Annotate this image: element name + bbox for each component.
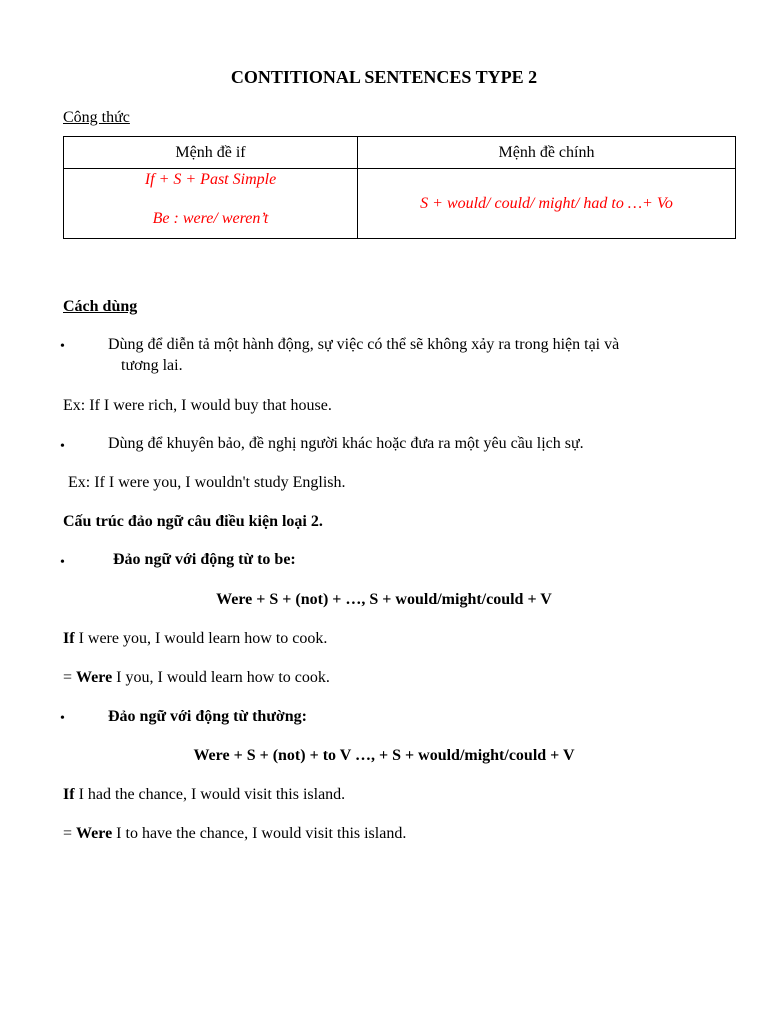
- inversion-be-subheading: Đảo ngữ với động từ to be:: [113, 551, 296, 568]
- example-keyword: Were: [76, 825, 113, 842]
- if-clause-header: Mệnh đề if: [64, 137, 358, 169]
- example-keyword: If: [63, 630, 75, 647]
- usage-item-1-line2: tương lai.: [121, 357, 183, 374]
- example-text: I you, I would learn how to cook.: [112, 669, 330, 686]
- usage-item-1-example: Ex: If I were rich, I would buy that house.: [63, 397, 332, 414]
- example-text: I to have the chance, I would visit this island.: [112, 825, 407, 842]
- bullet-icon: •: [60, 555, 65, 570]
- main-clause-cell: [358, 169, 736, 239]
- bullet-icon: •: [60, 711, 65, 726]
- example-text: I were you, I would learn how to cook.: [74, 630, 328, 647]
- example-prefix: =: [63, 669, 77, 686]
- inversion-verb-formula: Were + S + (not) + to V …, + S + would/might/could + V: [193, 747, 575, 764]
- formula-heading: Công thức: [63, 109, 130, 126]
- if-clause-formula: If + S + Past Simple: [144, 171, 277, 188]
- inversion-verb-subheading: Đảo ngữ với động từ thường:: [108, 708, 307, 725]
- page-title: CONTITIONAL SENTENCES TYPE 2: [230, 67, 538, 87]
- inversion-verb-example-inverted: [63, 824, 406, 844]
- inversion-verb-example-original: [63, 785, 345, 805]
- main-clause-formula: S + would/ could/ might/ had to …+ Vo: [420, 194, 673, 212]
- example-text: I had the chance, I would visit this island.: [74, 786, 346, 803]
- bullet-icon: •: [60, 339, 65, 354]
- if-clause-be-form: Be : were/ weren’t: [152, 210, 269, 227]
- usage-item-2-text: Dùng để khuyên bảo, đề nghị người khác hoặc đưa ra một yêu cầu lịch sự.: [108, 435, 584, 452]
- usage-heading: Cách dùng: [63, 298, 138, 315]
- if-clause-cell: [64, 169, 358, 239]
- usage-item-1-line1: Dùng để diễn tả một hành động, sự việc có thể sẽ không xảy ra trong hiện tại và: [108, 336, 620, 353]
- inversion-be-example-original: [63, 629, 327, 649]
- formula-table: [63, 136, 736, 239]
- example-keyword: If: [63, 786, 75, 803]
- bullet-icon: •: [60, 439, 65, 454]
- inversion-heading: Cấu trúc đảo ngữ câu điều kiện loại 2.: [63, 513, 323, 530]
- example-keyword: Were: [76, 669, 113, 686]
- inversion-be-example-inverted: [63, 668, 330, 688]
- usage-item-2-example: Ex: If I were you, I wouldn't study English.: [68, 474, 346, 491]
- example-prefix: =: [63, 825, 77, 842]
- inversion-be-formula: Were + S + (not) + …, S + would/might/could + V: [216, 591, 552, 608]
- main-clause-header: Mệnh đề chính: [358, 137, 736, 169]
